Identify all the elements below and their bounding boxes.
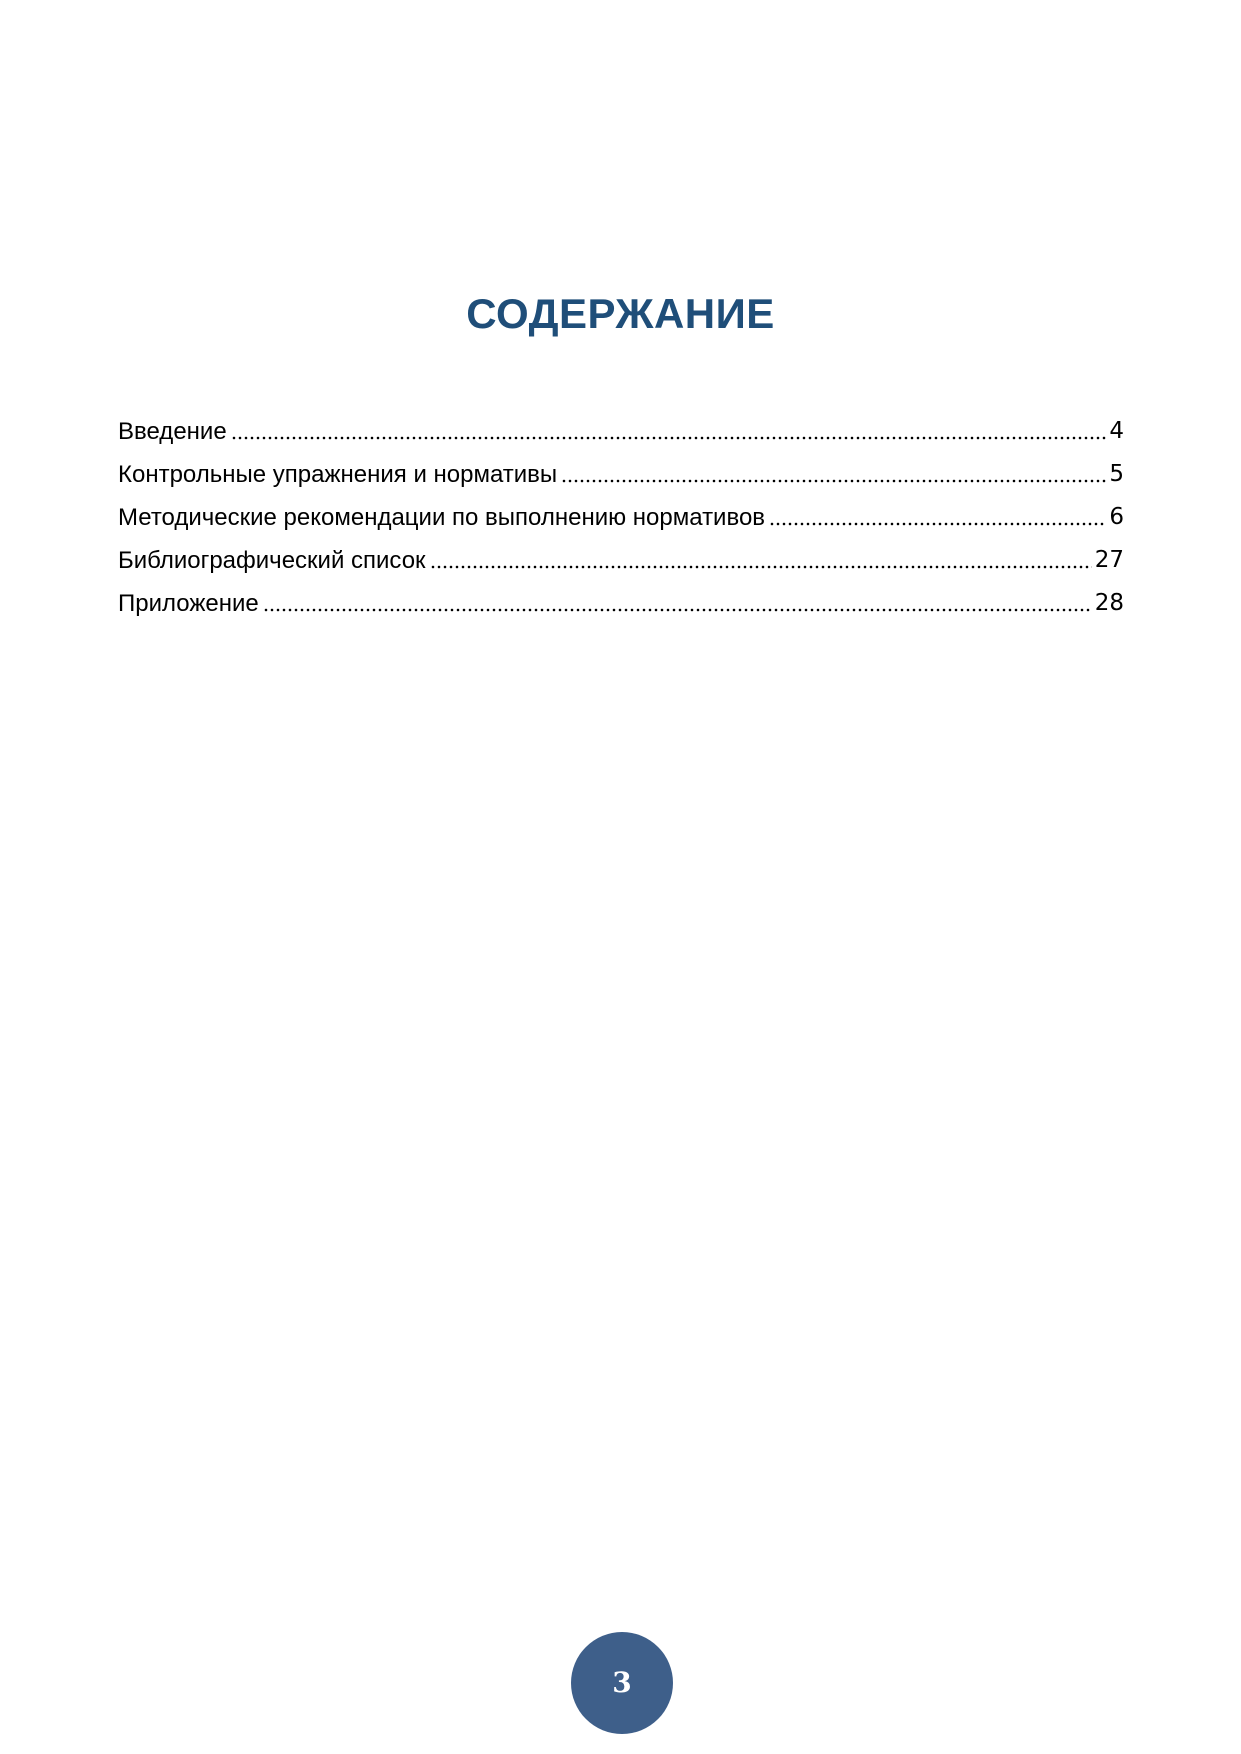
toc-entry-label: Методические рекомендации по выполнению нормативов xyxy=(118,504,766,531)
page-number-badge xyxy=(571,1632,673,1734)
toc-entry-page: 28 xyxy=(1094,590,1124,616)
toc-entry-label: Введение xyxy=(118,418,227,445)
table-of-contents xyxy=(118,410,1124,625)
toc-entry-introduction[interactable] xyxy=(118,410,1124,453)
toc-entry-appendix[interactable] xyxy=(118,582,1124,625)
toc-entry-control-exercises[interactable] xyxy=(118,453,1124,496)
toc-entry-page: 27 xyxy=(1094,547,1124,573)
toc-dot-leader xyxy=(231,434,1107,442)
toc-entry-page: 4 xyxy=(1109,418,1124,444)
toc-entry-label: Приложение xyxy=(118,590,259,617)
toc-entry-label: Контрольные упражнения и нормативы xyxy=(118,461,558,488)
toc-entry-methodical-recommendations[interactable] xyxy=(118,496,1124,539)
toc-dot-leader xyxy=(769,520,1106,528)
toc-entry-bibliography[interactable] xyxy=(118,539,1124,582)
toc-dot-leader xyxy=(561,477,1106,485)
toc-dot-leader xyxy=(430,563,1092,571)
toc-entry-page: 5 xyxy=(1109,461,1124,487)
toc-entry-page: 6 xyxy=(1109,504,1124,530)
toc-dot-leader xyxy=(263,606,1092,614)
toc-entry-label: Библиографический список xyxy=(118,547,426,574)
page-number: 3 xyxy=(612,1666,632,1699)
page-title: СОДЕРЖАНИЕ xyxy=(466,290,775,338)
